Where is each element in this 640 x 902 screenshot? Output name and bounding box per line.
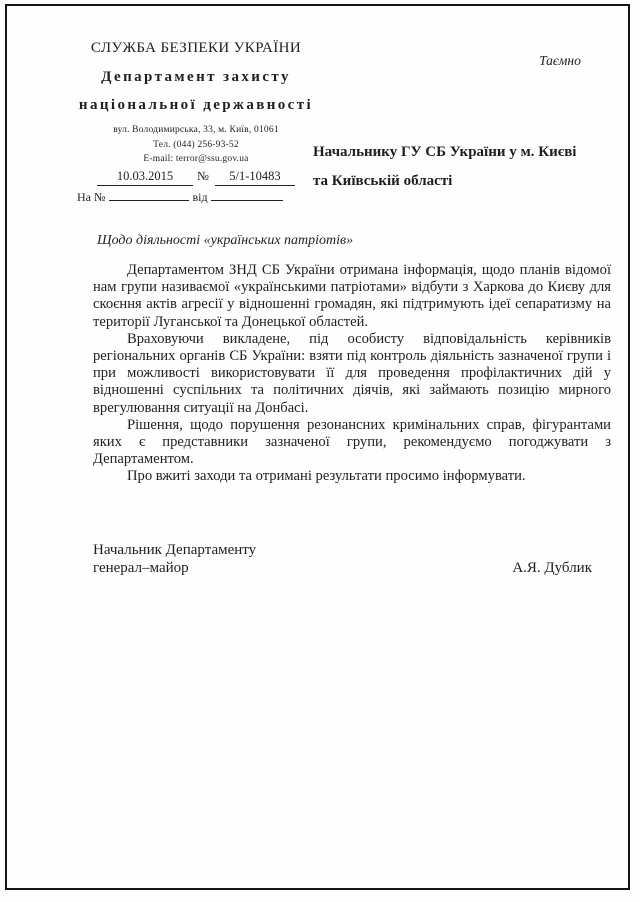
reply-number-blank (109, 199, 189, 201)
letterhead (68, 40, 324, 205)
subject-line: Щодо діяльності «українських патріотів» (97, 233, 354, 248)
classification-label: Таємно (539, 53, 581, 68)
department-name-line1: Департамент захисту (101, 69, 291, 85)
number-sign: № (197, 168, 209, 183)
signature-position-line1: Начальник Департаменту (93, 542, 257, 558)
department-name-line2: національної державності (78, 97, 314, 113)
email-line: E-mail: terror@ssu.gov.ua (143, 154, 249, 164)
body-paragraph: Департаментом ЗНД СБ України отримана інформація, щодо планів відомої нам групи називаємої «українськими патріотами» відбути з Харкова до Києву для скоєння актів агресії у відношенні громадян, які підтримують ідеї сепаратизму на території Луганської та Донецької областей. (93, 262, 611, 330)
body-paragraph: Про вжиті заходи та отримані результати просимо інформувати. (127, 468, 526, 485)
addressee-line2: та Київській області (313, 173, 453, 189)
signature-position (93, 542, 256, 577)
address-line: вул. Володимирська, 33, м. Київ, 01061 (113, 125, 279, 135)
reference-line (68, 169, 324, 186)
reply-number-label: На № (77, 189, 106, 204)
body-paragraph: Враховуючи викладене, під особисту відповідальність керівників регіональних органів СБ України: взяти під контроль діяльність зазначеної групи і при можливості використовувати її для проведення профілактичних дій у відношенні суспільних та політичних діячів, які займають позицію мирного врегулювання ситуації на Донбасі. (93, 330, 611, 416)
signatory-name: А.Я. Дублик (512, 559, 592, 576)
addressee-block (313, 138, 613, 196)
reply-reference-line (68, 190, 324, 205)
document-number: 5/1-10483 (215, 169, 295, 186)
body-paragraph: Рішення, щодо порушення резонансних кримінальних справ, фігурантами яких є представники зазначеної групи, рекомендуємо погоджувати з Департаментом. (93, 416, 611, 468)
letter-body (93, 262, 611, 486)
document-date: 10.03.2015 (97, 169, 193, 186)
signature-position-line2: генерал–майор (93, 559, 189, 576)
reply-date-blank (211, 199, 283, 201)
signature-block (93, 542, 592, 577)
phone-line: Тел. (044) 256-93-52 (153, 139, 239, 150)
org-name: СЛУЖБА БЕЗПЕКИ УКРАЇНИ (90, 40, 302, 56)
reply-from-label: від (192, 189, 208, 204)
addressee-line1: Начальнику ГУ СБ України у м. Києві (313, 144, 577, 160)
